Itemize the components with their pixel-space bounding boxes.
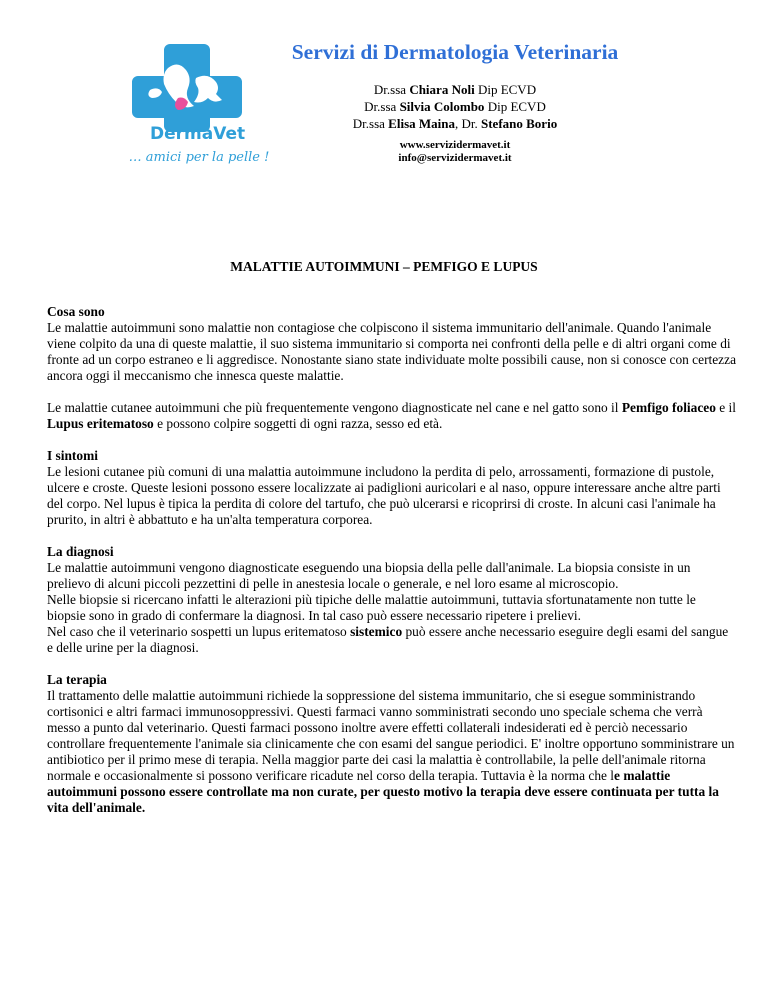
- doctor-title: Dr.ssa: [352, 116, 389, 131]
- doctor-title: , Dr.: [455, 116, 481, 131]
- email-link[interactable]: info@servizidermavet.it: [398, 152, 512, 164]
- section-text: e possono colpire soggetti di ogni razza, sesso ed età.: [153, 416, 443, 431]
- emphasis-text: e malattie autoimmuni possono essere controllate ma non curate, per questo motivo la terapia deve essere continuata per tutta la vita dell'animale.: [47, 768, 719, 815]
- doctor-name: Stefano Borio: [481, 116, 558, 131]
- section-text: Le malattie cutanee autoimmuni che più frequentemente vengono diagnosticate nel cane e nel gatto sono il: [47, 400, 622, 415]
- section-heading: Cosa sono: [47, 304, 105, 319]
- brand-tagline: … amici per la pelle !: [128, 150, 270, 165]
- section-text: può essere anche necessario eseguire degli esami del sangue e delle urine per la diagnosi.: [47, 624, 729, 655]
- section-cosa-sono: [47, 304, 737, 384]
- site-title: Servizi di Dermatologia Veterinaria: [291, 40, 619, 64]
- doctor-name: Chiara Noli: [409, 82, 475, 97]
- section-text: Le malattie autoimmuni vengono diagnosticate eseguendo una biopsia della pelle dall'animale. La biopsia consiste in un prelievo di alcuni piccoli pezzettini di pelle in anestesia locale o generale, e nel loro esame al microscopio.: [47, 560, 691, 591]
- doctor-qualification: Dip ECVD: [484, 99, 546, 114]
- emphasis-text: Lupus eritematoso: [47, 416, 154, 431]
- section-heading: I sintomi: [47, 448, 98, 463]
- section-text: e il: [715, 400, 737, 415]
- doctor-line: [300, 115, 610, 132]
- section-text: Il trattamento delle malattie autoimmuni richiede la soppressione del sistema immunitario, che si esegue somministrando cortisonici e altri farmaci immunosoppressivi. Questi farmaci vanno somministrati secondo uno speciale schema che verrà messo a punto dal veterinario. Questi farmaci possono inoltre avere effetti collaterali indesiderati ed è perciò necessario controllare frequentemente l'animale sia clinicamente che con esami del sangue periodici. E' inoltre opportuno somministrare un antibiotico per il primo mese di terapia. Nella maggior parte dei casi la malattia è controllabile, la pelle dell'animale ritorna normale e occasionalmente si possono verificare ricadute nel corso della terapia. Tuttavia è la norma che l: [47, 688, 735, 783]
- brand-name: DermaVet: [150, 124, 246, 144]
- section-heading: La terapia: [47, 672, 107, 687]
- doctor-title: Dr.ssa: [373, 82, 410, 97]
- section-sintomi: [47, 448, 737, 528]
- website-link[interactable]: www.servizidermavet.it: [399, 139, 511, 151]
- doctor-name: Silvia Colombo: [399, 99, 485, 114]
- doctor-name: Elisa Maina: [388, 116, 455, 131]
- doctor-line: [300, 98, 610, 115]
- section-heading: La diagnosi: [47, 544, 114, 559]
- section-text: Nel caso che il veterinario sospetti un lupus eritematoso: [47, 624, 351, 639]
- section-text: Le lesioni cutanee più comuni di una malattia autoimmune includono la perdita di pelo, arrossamenti, formazione di pustole, ulcere e croste. Queste lesioni possono essere localizzate ai padiglioni auricolari e al naso, oppure interessare anche altre parti del corpo. Nel lupus è tipica la perdita di colore del tartufo, che può ulcerarsi e ricoprirsi di croste. In alcuni casi l'animale ha prurito, in altri è abbattuto e ha un'alta temperatura corporea.: [47, 464, 721, 527]
- doctor-line: [300, 81, 610, 98]
- emphasis-text: sistemico: [350, 624, 403, 639]
- document-title: MALATTIE AUTOIMMUNI – PEMFIGO E LUPUS: [230, 259, 538, 274]
- emphasis-text: Pemfigo foliaceo: [621, 400, 716, 415]
- doctor-qualification: Dip ECVD: [474, 82, 537, 97]
- doctor-title: Dr.ssa: [364, 99, 400, 114]
- section-text-line: [47, 624, 737, 656]
- section-text: Le malattie autoimmuni sono malattie non contagiose che colpiscono il sistema immunitario dell'animale. Quando l'animale viene colpito da una di queste malattie, il suo sistema immunitario si comporta nei confronti della pelle e di altri organi come di fronte ad un corpo estraneo e li aggredisce. Nonostante siano state individuate molte possibili cause, non si conosce con certezza ancora oggi il meccanismo che innesca queste malattie.: [47, 320, 737, 383]
- section-diagnosi: [47, 544, 737, 656]
- doctors-list: [300, 81, 610, 132]
- document-body: [47, 304, 737, 832]
- contact-info: [300, 139, 610, 165]
- section-cutanee: [47, 400, 737, 432]
- section-text: Nelle biopsie si ricercano infatti le alterazioni più tipiche delle malattie autoimmuni, tuttavia sfortunatamente non tutte le biopsie sono in grado di confermare la diagnosi. In tal caso può essere necessario ripetere i prelievi.: [47, 592, 696, 623]
- section-terapia: [47, 672, 737, 816]
